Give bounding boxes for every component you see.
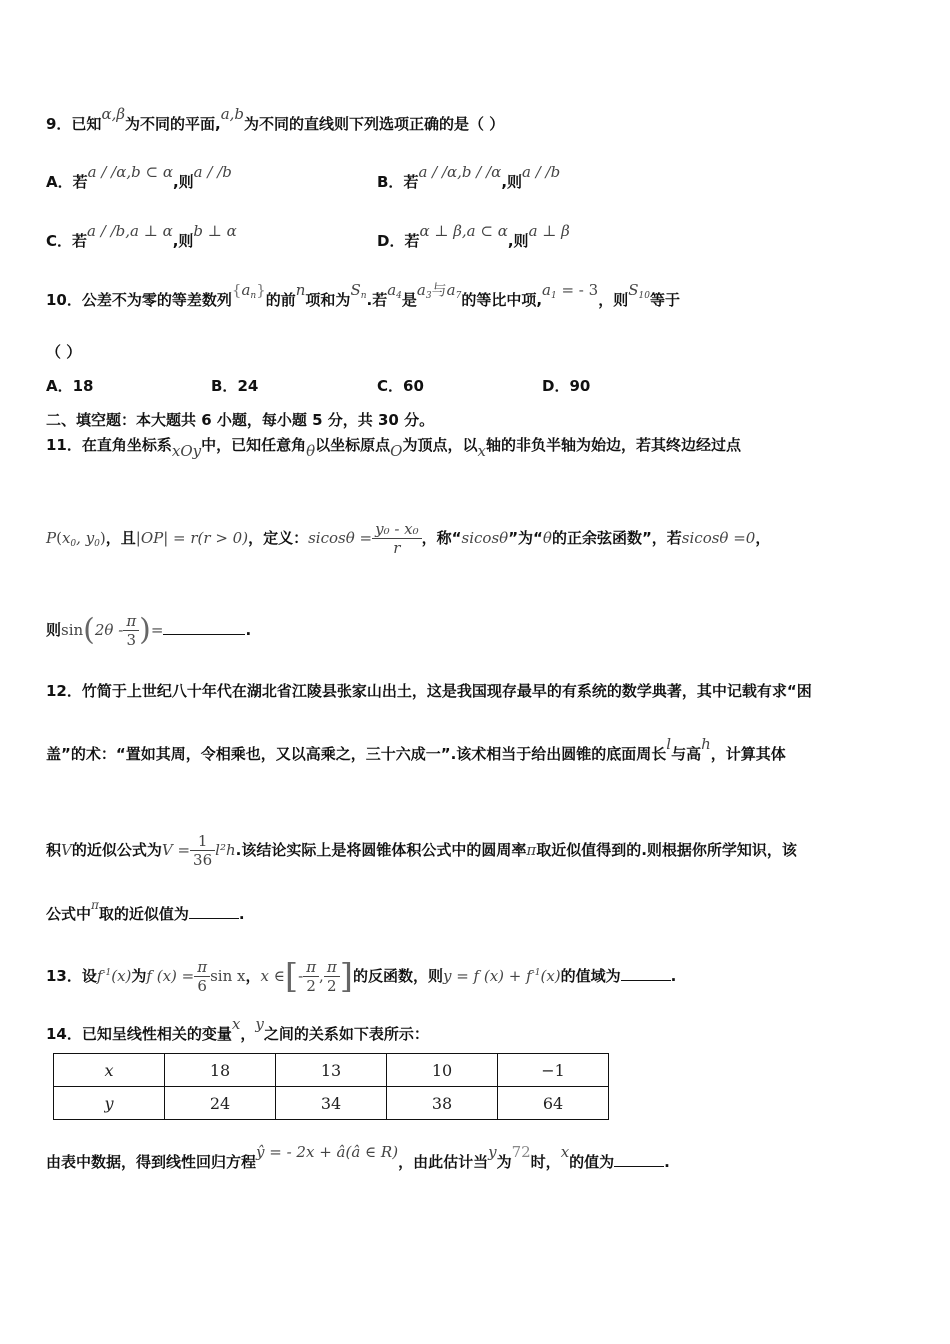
q14-text-7: 的值为	[569, 1153, 615, 1171]
q9-text-2: 为不同的直线则下列选项正确的是（ ）	[244, 115, 505, 133]
option-letter: D．	[377, 232, 405, 250]
q14-regression-eq: ŷ = - 2x + â(â ∈ R)	[256, 1143, 399, 1161]
q10-text-4: 是	[401, 291, 417, 309]
q11-line-1	[46, 435, 741, 460]
q12-formula-rest: l²h	[215, 841, 236, 859]
q11-condition: sicosθ =0	[681, 529, 756, 547]
q13-comma: ,	[319, 967, 324, 985]
q13-end: .	[670, 967, 677, 985]
q12-l: l	[666, 735, 672, 753]
q11-pi: π	[123, 612, 139, 631]
q9-number: 9．已知	[46, 115, 102, 133]
q11-three: 3	[126, 631, 137, 649]
q14-stem	[46, 1015, 429, 1044]
option-value: 60	[403, 377, 424, 395]
q10-a4	[387, 281, 402, 299]
q12-formula-V: V =	[161, 841, 191, 859]
table-cell: 10	[387, 1054, 498, 1087]
table-cell: 34	[276, 1087, 387, 1120]
q11-text-4: 轴的非负半轴为始边，若其终边经过点	[485, 436, 741, 454]
option-ze: ,则	[501, 173, 523, 191]
q11-answer-blank[interactable]	[163, 634, 245, 635]
q13-sinx: sin x	[210, 967, 246, 985]
q14-x-2: x	[560, 1143, 570, 1161]
q9-stem	[46, 105, 505, 134]
q9-option-a	[46, 163, 232, 192]
option-letter: B．	[211, 377, 238, 395]
q12-text-5: 取近似值得到的.则根据你所学知识，该	[536, 841, 797, 859]
q11-text-5: ，且	[105, 529, 136, 547]
q13-frac-den: 6	[197, 977, 207, 995]
q11-text-6: ，定义：	[248, 529, 309, 547]
q10-option-d	[542, 376, 590, 396]
q9-planes: α,β	[101, 105, 126, 123]
option-condition: a / /α,b ⊂ α	[87, 163, 173, 181]
q10-S10-sub: 10	[638, 291, 650, 301]
q11-line-3	[46, 612, 251, 649]
q13-y-expr: y = f (x) + f	[442, 967, 532, 985]
q12-line-4	[46, 898, 245, 925]
q10-a4-sub: 4	[396, 291, 402, 301]
q9-text-1: 为不同的平面,	[125, 115, 221, 133]
option-conclusion: a / /b	[193, 163, 232, 181]
q11-text-2: 以坐标原点	[315, 436, 391, 454]
q12-answer-blank[interactable]	[189, 918, 239, 919]
q11-equals: =	[150, 621, 164, 639]
option-conclusion: b ⊥ α	[193, 222, 237, 240]
q12-end: .	[238, 905, 245, 923]
q10-a1-letter: a	[542, 281, 551, 299]
q12-pi: π	[526, 841, 537, 859]
q13-dom-pi-1: π	[303, 958, 319, 977]
q11-y0: , y	[76, 529, 95, 547]
table-cell: 64	[498, 1087, 609, 1120]
q13-dom-frac-2	[324, 958, 340, 995]
q12-text-2: ，计算其体	[710, 745, 786, 763]
table-cell: 13	[276, 1054, 387, 1087]
q12-line-2	[46, 735, 786, 764]
option-letter: A．	[46, 173, 73, 191]
q11-number: 11．在直角坐标系	[46, 436, 172, 454]
q14-text-4: ，由此估计当	[398, 1153, 489, 1171]
q10-text-5: 的等比中项,	[461, 291, 543, 309]
q14-x: x	[231, 1015, 241, 1033]
q11-sin: sin	[61, 621, 84, 639]
option-letter: A．	[46, 377, 73, 395]
option-ze: ,则	[172, 173, 194, 191]
option-letter: C．	[46, 232, 73, 250]
table-cell: y	[54, 1087, 165, 1120]
option-conclusion: a ⊥ β	[528, 222, 570, 240]
option-letter: B．	[377, 173, 404, 191]
q13-dom-frac-1	[303, 958, 319, 995]
q10-S10-letter: S	[628, 281, 639, 299]
table-row	[54, 1087, 609, 1120]
q11-text-1: 中，已知任意角	[201, 436, 307, 454]
q11-text-7: ，称“	[421, 529, 462, 547]
q10-a1	[542, 281, 557, 299]
q10-a1-value: = - 3	[556, 281, 599, 299]
q13-dom-pi-2: π	[324, 958, 340, 977]
q11-theta: θ	[306, 442, 316, 460]
q10-text-1: 的前	[265, 291, 296, 309]
q11-pi-fraction	[123, 612, 139, 649]
q14-text-5: 为	[496, 1153, 512, 1171]
option-letter: C．	[377, 377, 404, 395]
q13-f-def: f (x) =	[146, 967, 195, 985]
q11-theta-2: θ	[542, 529, 552, 547]
q13-minus: -	[298, 967, 304, 985]
q14-answer-blank[interactable]	[614, 1166, 664, 1167]
q11-line-2	[46, 520, 770, 557]
option-ruo: 若	[72, 173, 88, 191]
q13-finv: f	[96, 967, 103, 985]
option-letter: D．	[542, 377, 570, 395]
q10-option-b	[211, 376, 258, 396]
q12-yu: 与高	[671, 745, 702, 763]
q12-line-1: 12．竹简于上世纪八十年代在湖北省江陵县张家山出土，这是我国现存最早的有系统的数学典著，其中记载有求“困	[46, 682, 812, 700]
q11-big-paren-open: (	[83, 612, 95, 648]
option-ruo: 若	[72, 232, 88, 250]
q11-sicos-def: sicosθ =	[308, 529, 373, 547]
q11-text-10: ，	[755, 529, 771, 547]
q9-option-c	[46, 222, 237, 251]
q10-a4-letter: a	[387, 281, 397, 299]
q14-y: y	[255, 1015, 264, 1033]
q12-text-6: 公式中	[46, 905, 92, 923]
q9-option-b	[377, 163, 561, 192]
q11-end: .	[245, 621, 252, 639]
option-value: 90	[569, 377, 591, 395]
table-cell: x	[54, 1054, 165, 1087]
q11-op: |OP| = r(r > 0)	[135, 529, 249, 547]
q11-frac-den: r	[393, 539, 401, 557]
q14-data-table	[53, 1053, 609, 1120]
q14-number: 14．已知呈线性相关的变量	[46, 1025, 232, 1043]
q10-a7-sub: 7	[455, 291, 462, 301]
q11-xoy: xOy	[171, 442, 202, 460]
q13-dom-two-1: 2	[306, 977, 316, 995]
q9-option-d	[377, 222, 570, 251]
q11-frac-num: y₀ - x₀	[372, 520, 422, 539]
q12-h: h	[701, 735, 711, 753]
table-cell: 38	[387, 1087, 498, 1120]
q10-n: n	[295, 281, 306, 299]
q11-x0: x	[61, 529, 71, 547]
option-condition: a / /α,b / /α	[418, 163, 502, 181]
q14-text-6: 时，	[530, 1153, 561, 1171]
q13-answer-blank[interactable]	[621, 980, 671, 981]
q11-paren-close: )	[99, 529, 106, 547]
q10-text-6: ，则	[598, 291, 629, 309]
q13-number: 13．设	[46, 967, 97, 985]
table-cell: −1	[498, 1054, 609, 1087]
q13-finv-arg: (x)	[111, 967, 132, 985]
q13-y-sup: -1	[531, 968, 541, 978]
q13-y-arg: (x)	[540, 967, 561, 985]
q13-text-3: 的反函数，则	[352, 967, 443, 985]
q14-y-2: y	[488, 1143, 497, 1161]
q11-y0-sub: 0	[94, 539, 100, 549]
q10-S10	[628, 281, 650, 299]
q13-domain-x: x ∈	[260, 967, 285, 985]
q11-x: x	[477, 442, 486, 460]
q11-x0-sub: 0	[70, 539, 77, 549]
q10-number: 10．公差不为零的等差数列	[46, 291, 232, 309]
option-value: 18	[72, 377, 94, 395]
option-condition: α ⊥ β,a ⊂ α	[419, 222, 508, 240]
q13-text-2: ，	[245, 967, 261, 985]
q12-text-7: 取的近似值为	[98, 905, 189, 923]
q11-fraction	[372, 520, 422, 557]
q12-text-1: 盖”的术：“置如其周，令相乘也，又以高乘之，三十六成一”.该术相当于给出圆锥的底面周长	[46, 745, 667, 763]
q13-text-1: 为	[131, 967, 147, 985]
q10-stem	[46, 281, 680, 316]
q12-V: V	[61, 841, 72, 859]
q11-sin-arg: 2θ -	[94, 621, 124, 639]
q12-frac-num: 1	[190, 832, 215, 851]
section-title: 二、填空题：本大题共 6 小题，每小题 5 分，共 30 分。	[46, 411, 435, 429]
q14-text-3: 由表中数据，得到线性回归方程	[46, 1153, 257, 1171]
q11-origin: O	[390, 442, 403, 460]
q14-text-2: 之间的关系如下表所示：	[263, 1025, 429, 1043]
q10-option-c	[377, 376, 424, 396]
q11-big-paren-close: )	[139, 612, 151, 648]
q14-text-1: ，	[240, 1025, 256, 1043]
q10-S: S	[350, 281, 361, 299]
q10-a7	[447, 281, 462, 299]
q10-yu: 与	[431, 281, 447, 299]
q10-S-sub: n	[360, 291, 367, 301]
q9-lines: a,b	[220, 105, 245, 123]
q13-frac-num: π	[194, 958, 210, 977]
option-conclusion: a / /b	[522, 163, 561, 181]
q13-bracket-open: [	[284, 956, 299, 997]
q13-finv-sup: -1	[102, 968, 112, 978]
q13-fraction	[194, 958, 210, 995]
q11-paren-open: (	[56, 529, 62, 547]
q12-fraction	[190, 832, 215, 869]
option-condition: a / /b,a ⊥ α	[87, 222, 173, 240]
q10-Sn	[350, 281, 366, 299]
q12-frac-den: 36	[193, 851, 213, 869]
q10-a3-letter: a	[416, 281, 426, 299]
option-ze: ,则	[172, 232, 194, 250]
q10-seq	[241, 281, 256, 299]
table-row	[54, 1054, 609, 1087]
q11-sicos-name: sicosθ	[461, 529, 509, 547]
q12-ji: 积	[46, 841, 62, 859]
q14-end: .	[664, 1153, 670, 1171]
q10-answer-paren: （ ）	[46, 343, 82, 361]
q10-text-7: 等于	[649, 291, 680, 309]
q13-dom-two-2: 2	[326, 977, 337, 995]
q10-a3-sub: 3	[425, 291, 432, 301]
q10-text-3: .若	[366, 291, 388, 309]
q10-seq-sub: n	[250, 291, 257, 301]
q13-bracket-close: ]	[339, 956, 353, 997]
table-cell: 24	[165, 1087, 276, 1120]
option-ruo: 若	[403, 173, 419, 191]
q11-text-9: 的正余弦函数”，若	[551, 529, 682, 547]
q10-text-2: 项和为	[305, 291, 351, 309]
q10-seq-brace-close: }	[256, 281, 266, 299]
q14-value: 72	[511, 1143, 531, 1161]
q10-a3	[417, 281, 432, 299]
q13-line	[46, 955, 676, 995]
option-ruo: 若	[404, 232, 420, 250]
q11-ze: 则	[46, 621, 62, 639]
q11-text-3: 为顶点，以	[402, 436, 478, 454]
option-value: 24	[237, 377, 259, 395]
q10-seq-brace: {	[231, 281, 242, 299]
q10-a7-letter: a	[446, 281, 456, 299]
option-ze: ,则	[507, 232, 529, 250]
q11-point-P: P	[46, 529, 57, 547]
q10-option-a	[46, 376, 93, 396]
q12-line-3	[46, 830, 797, 870]
q12-text-3: 的近似公式为	[71, 841, 162, 859]
q10-a1-sub: 1	[550, 291, 557, 301]
q11-text-8: ”为“	[508, 529, 543, 547]
q13-text-4: 的值域为	[560, 967, 621, 985]
table-cell: 18	[165, 1054, 276, 1087]
q10-seq-letter: a	[241, 281, 251, 299]
q12-pi-2: π	[91, 898, 99, 912]
q12-text-4: .该结论实际上是将圆锥体积公式中的圆周率	[235, 841, 527, 859]
q14-line-2	[46, 1143, 670, 1172]
